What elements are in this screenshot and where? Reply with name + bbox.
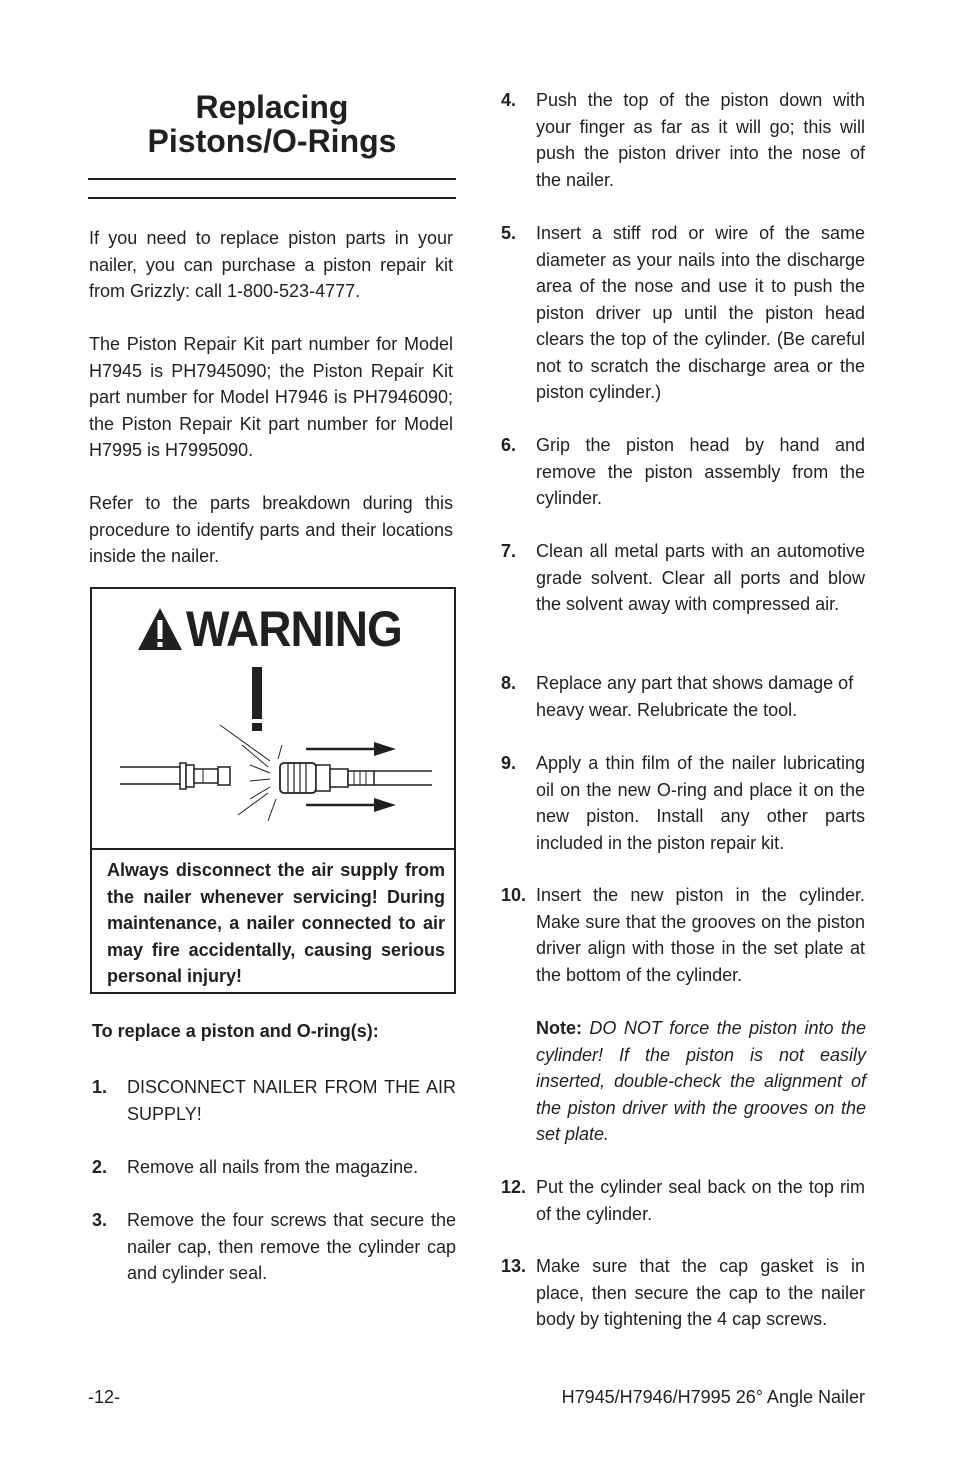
step-8	[501, 670, 865, 723]
title-line-1: Replacing	[195, 89, 349, 125]
arrow-right-icon	[374, 742, 396, 756]
step-text: Replace any part that shows damage of heavy wear. Relubricate the tool.	[536, 673, 854, 720]
step-10	[501, 882, 865, 988]
step-5	[501, 220, 865, 406]
step-number: 6.	[501, 435, 517, 455]
step-number: 13.	[501, 1256, 527, 1276]
step-number: 10.	[501, 885, 527, 905]
step-9	[501, 750, 865, 856]
step-number: 8.	[501, 673, 517, 693]
page-number: -12-	[88, 1387, 121, 1407]
intro-paragraph-2: The Piston Repair Kit part number for Model H7945 is PH7945090; the Piston Repair Kit part number for Model H7946 is PH7946090; the Piston Repair Kit part number for Model H7995 is H7995090.	[89, 334, 453, 460]
step-number: 7.	[501, 541, 517, 561]
procedure-heading: To replace a piston and O-ring(s):	[92, 1021, 379, 1041]
warning-divider	[92, 848, 454, 850]
warning-triangle-icon	[136, 606, 184, 652]
intro-paragraph-3: Refer to the parts breakdown during this procedure to identify parts and their locations inside the nailer.	[89, 493, 453, 566]
step-number: 3.	[92, 1210, 108, 1230]
warning-header	[136, 599, 421, 659]
step-text: Remove the four screws that secure the nailer cap, then remove the cylinder cap and cylinder seal.	[127, 1210, 456, 1283]
title-rule-top	[88, 178, 456, 180]
step-text: Push the top of the piston down with your finger as far as it will go; this will push the piston driver into the nose of the nailer.	[536, 90, 865, 190]
step-number: 12.	[501, 1177, 527, 1197]
step-4	[501, 87, 865, 193]
step-text: Make sure that the cap gasket is in place, then secure the cap to the nailer body by tightening the 4 cap screws.	[536, 1256, 865, 1329]
step-number: 9.	[501, 753, 517, 773]
step-6	[501, 432, 865, 512]
step-text: Insert the new piston in the cylinder. Make sure that the grooves on the piston driver align with those in the set plate at the bottom of the cylinder.	[536, 885, 865, 985]
air-hose-disconnect-illustration	[92, 659, 454, 839]
step-number: 4.	[501, 90, 517, 110]
step-text: DISCONNECT NAILER FROM THE AIR SUPPLY!	[127, 1077, 456, 1124]
warning-text: Always disconnect the air supply from the nailer whenever servicing! During maintenance, a nailer connected to air may fire accidentally, causing serious personal injury!	[107, 860, 445, 986]
step-2	[92, 1154, 456, 1181]
step-text: Grip the piston head by hand and remove the piston assembly from the cylinder.	[536, 435, 865, 508]
step-number: 1.	[92, 1077, 108, 1097]
footer-model: H7945/H7946/H7995 26° Angle Nailer	[561, 1387, 865, 1407]
step-text: Put the cylinder seal back on the top rim of the cylinder.	[536, 1177, 865, 1224]
arrow-right-icon	[374, 798, 396, 812]
step-3	[92, 1207, 456, 1287]
step-1	[92, 1074, 456, 1127]
warning-box	[90, 587, 456, 994]
warning-heading: WARNING	[186, 601, 402, 657]
note-label: Note:	[536, 1018, 582, 1038]
step-12	[501, 1174, 865, 1227]
exclamation-icon	[252, 667, 262, 719]
step-text: Insert a stiff rod or wire of the same diameter as your nails into the discharge area of the nose and use it to push the piston driver up until the piston head clears the top of the cylinder. (Be careful not to scratch the discharge area or the piston cylinder.)	[536, 223, 865, 402]
step-text: Apply a thin film of the nailer lubricating oil on the new O-ring and place it on the new piston. Install any other parts included in the piston repair kit.	[536, 753, 865, 853]
step-number: 2.	[92, 1157, 108, 1177]
intro-paragraph-1: If you need to replace piston parts in your nailer, you can purchase a piston repair kit from Grizzly: call 1-800-523-4777.	[89, 228, 453, 301]
step-13	[501, 1253, 865, 1333]
title-line-2: Pistons/O-Rings	[147, 123, 397, 159]
step-text: Clean all metal parts with an automotive grade solvent. Clear all ports and blow the solvent away with compressed air.	[536, 541, 865, 614]
title-rule-bottom	[88, 197, 456, 199]
page-title	[88, 90, 456, 158]
note	[536, 1015, 866, 1148]
note-text: DO NOT force the piston into the cylinder! If the piston is not easily inserted, double-check the alignment of the piston driver with the grooves on the set plate.	[536, 1018, 866, 1144]
step-text: Remove all nails from the magazine.	[127, 1157, 419, 1177]
step-7	[501, 538, 865, 618]
step-number: 5.	[501, 223, 517, 243]
